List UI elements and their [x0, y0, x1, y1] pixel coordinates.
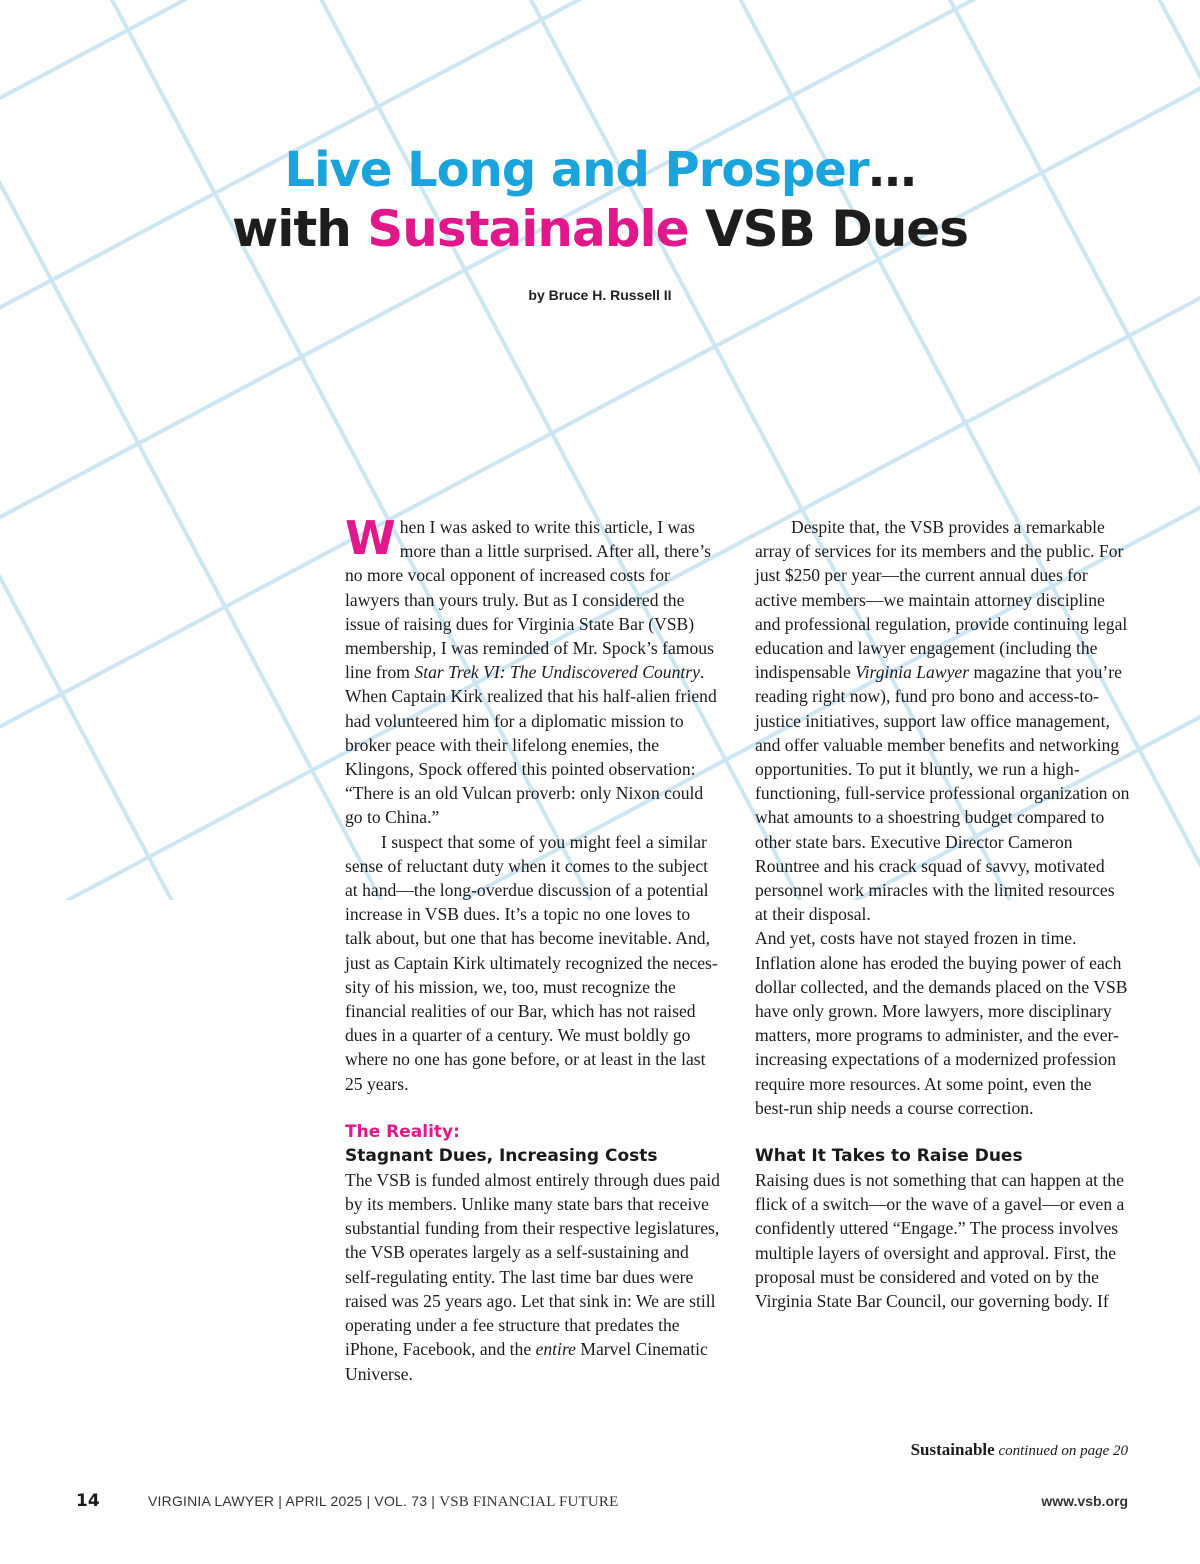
- paragraph: [345, 1168, 720, 1386]
- text-run: Marvel Cinematic Universe.: [345, 1339, 708, 1384]
- title-vsb-dues: VSB Dues: [688, 200, 968, 258]
- byline: by Bruce H. Russell II: [528, 287, 672, 303]
- italic-text: Star Trek VI: The Undiscovered Country: [414, 662, 700, 683]
- paragraph-intro: [345, 511, 720, 830]
- section-heading-pink: The Reality:: [345, 1121, 460, 1142]
- paragraph: [755, 515, 1130, 926]
- text-run: Despite that, the VSB provides a remarkable array of services for its members and the public. For just $250 per year—the current annual dues for active members—we maintain attorney discipline and professional regulation, provide continuing legal education and lawyer engagement (including the indispensable: [755, 517, 1128, 683]
- paragraph: Raising dues is not something that can happen at the flick of a switch—or the wave of a gavel—or even a confidently uttered “Engage.” The process involves multiple layers of oversight and approval. First, the proposal must be considered and voted on by the Virginia State Bar Council, our governing body. If: [755, 1170, 1125, 1312]
- paragraph: I suspect that some of you might feel a similar sense of reluctant duty when it comes to the subject at hand—the long-overdue discussion of a potential increase in VSB dues. It’s a topic no one loves to talk about, but one that has become inevitable. And, just as Captain Kirk ultimately recognized the necessity of his mission, we, too, must recognize the financial realities of our Bar, which has not raised dues in a quarter of a century. We must boldly go where no one has gone before, or at least in the last 25 years.: [345, 831, 718, 1094]
- footer-publication-text: VIRGINIA LAWYER | APRIL 2025 | VOL. 73 |: [148, 1493, 440, 1509]
- page-number: 14: [76, 1491, 100, 1511]
- footer-section: VSB FINANCIAL FUTURE: [439, 1494, 619, 1510]
- italic-text: entire: [535, 1339, 576, 1360]
- footer-publication: [148, 1493, 619, 1511]
- article-column-right: [755, 515, 1130, 1313]
- title-ellipsis: …: [868, 142, 916, 198]
- grid-line: [0, 0, 1200, 551]
- article-column-left: [345, 511, 720, 1386]
- section-heading: What It Takes to Raise Dues: [755, 1146, 1023, 1167]
- section-heading: Stagnant Dues, Increasing Costs: [345, 1145, 658, 1166]
- title-pink-text: Sustainable: [367, 200, 689, 258]
- text-run: magazine that you’re reading right now), fund pro bono and access-to-justice initiatives, support law office management, and offer valuable member benefits and networking opportunities. To put it bluntly, we run a high-functioning, full-service professional organization on what amounts to a shoestring budget compared to other state bars. Executive Director Cameron Rountree and his crack squad of savvy, motivated personnel work miracles with the limited resources at their disposal.: [755, 662, 1130, 925]
- italic-text: Virginia Lawyer: [855, 662, 970, 683]
- footer-website-link[interactable]: www.vsb.org: [1041, 1493, 1128, 1509]
- continued-page-ref: continued on page 20: [994, 1443, 1128, 1459]
- continued-keyword: Sustainable: [910, 1440, 995, 1459]
- drop-cap: W: [345, 511, 396, 565]
- grid-line: [0, 0, 91, 900]
- title-blue-text: Live Long and Prosper: [284, 142, 869, 198]
- grid-line: [0, 0, 1200, 61]
- title-with: with: [232, 200, 368, 258]
- paragraph: And yet, costs have not stayed frozen in time. Inflation alone has eroded the buying power of each dollar collected, and the demands placed on the VSB have only grown. More lawyers, more disciplinary matters, more programs to administer, and the ever-increasing expectations of a modernized profession require more resources. At some point, even the best-run ship needs a course correction.: [755, 928, 1128, 1118]
- text-run: hen I was asked to write this article, I was more than a little surprised. After all, there’s no more vocal opponent of increased costs for lawyers than yours truly. But as I considered the issue of raising dues for Virginia State Bar (VSB) membership, I was reminded of Mr. Spock’s famous line from: [345, 517, 714, 683]
- continued-notice: [911, 1440, 1128, 1460]
- article-title-line-2: [0, 198, 1200, 260]
- text-run: The VSB is funded almost entirely through dues paid by its members. Unlike many state bars that receive substantial funding from their respective legislatures, the VSB operates largely as a self-sustaining and self-regulating entity. The last time bar dues were raised was 25 years ago. Let that sink in: We are still operating under a fee structure that predates the iPhone, Facebook, and the: [345, 1169, 720, 1360]
- article-title-line-1: [0, 140, 1200, 200]
- text-run: . When Captain Kirk realized that his half-alien friend had volunteered him for a diplomatic mission to broker peace with their lifelong enemies, the Klingons, Spock offered this pointed observation: “There is an old Vulcan proverb: only Nixon could go to China.”: [345, 662, 717, 828]
